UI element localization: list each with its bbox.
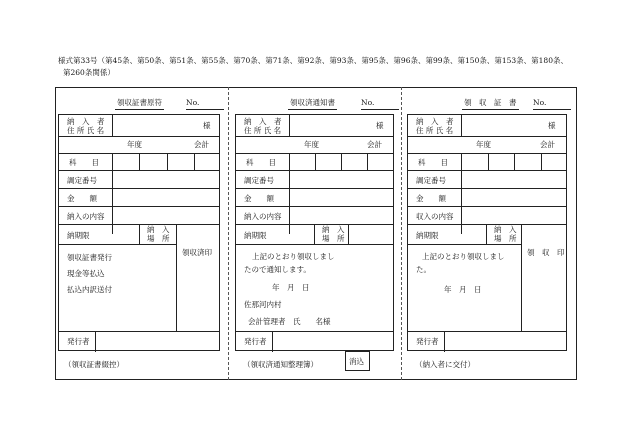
payer-label: 納 入 者 [244, 117, 282, 126]
due-date-label: 納期限 [244, 231, 267, 240]
number-label: No. [361, 97, 399, 110]
payer-address-label: 住 所 氏 名 [244, 126, 282, 135]
subject-label: 科 目 [69, 158, 99, 167]
issuer-label: 発行者 [67, 337, 90, 346]
payment-place-label: 納 入 [147, 225, 170, 234]
receipt-stamp-label: 領収済印 [182, 248, 212, 257]
payment-place-label-2: 場 所 [147, 234, 170, 243]
revenue-content-label: 収入の内容 [416, 212, 454, 221]
number-label: No. [186, 97, 224, 110]
payer-label: 納 入 者 [416, 117, 454, 126]
payment-place-label: 納 入 [322, 225, 345, 234]
body-line-3: 払込内訳送付 [67, 285, 112, 294]
form-table [235, 114, 394, 351]
form-header [58, 55, 578, 79]
header-line-1: 様式第33号（第45条、第50条、第51条、第55条、第70条、第71条、第92条、第93条、第95条、第96条、第99条、第150条、第153条、第180条、 [58, 56, 568, 65]
amount-label: 金 額 [244, 194, 274, 203]
panel-footer-note: （納入者に交付） [415, 360, 475, 369]
fiscal-year-label[interactable]: 年度 [127, 140, 142, 149]
subject-label: 科 目 [246, 158, 276, 167]
honorific-label[interactable]: 様 [376, 121, 384, 130]
payment-place-label-2: 場 所 [494, 234, 517, 243]
due-date-label: 納期限 [416, 231, 439, 240]
cleared-label: 消込 [349, 357, 364, 366]
panel-receipt [407, 87, 573, 380]
honorific-label[interactable]: 様 [548, 121, 556, 130]
account-label[interactable]: 会計 [367, 140, 382, 149]
perforation-line-1 [228, 87, 229, 380]
account-label[interactable]: 会計 [540, 140, 555, 149]
date-line: 年 月 日 [272, 283, 310, 292]
body-line-2: たので通知します。 [244, 265, 311, 274]
assessment-number-label: 調定番号 [244, 176, 274, 185]
payer-address-label: 住 所 氏 名 [416, 126, 454, 135]
cleared-box [345, 351, 370, 371]
panel-footer-note: （領収証書綴控） [64, 360, 124, 369]
amount-label: 金 額 [67, 194, 97, 203]
form-table [407, 114, 567, 351]
payment-place-label-2: 場 所 [322, 234, 345, 243]
date-line: 年 月 日 [444, 285, 482, 294]
issuer-label: 発行者 [244, 337, 267, 346]
fiscal-year-label[interactable]: 年度 [304, 140, 319, 149]
village-name: 佐那河内村 [244, 300, 282, 309]
panel-title: 領収証書原符 [115, 97, 164, 110]
panel-title: 領収済通知書 [288, 97, 337, 110]
issuer-label: 発行者 [416, 337, 439, 346]
payment-content-label: 納入の内容 [244, 212, 282, 221]
due-date-label: 納期限 [67, 231, 90, 240]
perforation-line-2 [401, 87, 402, 380]
payment-content-label: 納入の内容 [67, 212, 105, 221]
fiscal-year-label[interactable]: 年度 [476, 140, 491, 149]
panel-payment-notice [235, 87, 399, 380]
header-line-2: 第260条関係） [63, 68, 115, 77]
payer-label: 納 入 者 [67, 117, 105, 126]
panel-receipt-stub [58, 87, 224, 380]
assessment-number-label: 調定番号 [416, 176, 446, 185]
panel-title: 領 収 証 書 [462, 97, 519, 110]
assessment-number-label: 調定番号 [67, 176, 97, 185]
treasurer-line: 会計管理者 氏 名様 [248, 317, 331, 326]
body-line-1: 上記のとおり領収しまし [422, 252, 505, 261]
account-label[interactable]: 会計 [194, 140, 209, 149]
subject-label: 科 目 [418, 158, 448, 167]
number-label: No. [533, 97, 571, 110]
payment-place-label: 納 入 [494, 225, 517, 234]
honorific-label[interactable]: 様 [203, 121, 211, 130]
panel-footer-note: （領収済通知整理簿） [243, 360, 318, 369]
amount-label: 金 額 [416, 194, 446, 203]
body-line-1: 領収証書発行 [67, 253, 112, 262]
body-line-1: 上記のとおり領収しまし [252, 252, 335, 261]
payer-address-label: 住 所 氏 名 [67, 126, 105, 135]
form-table [58, 114, 220, 351]
body-line-2: た。 [416, 265, 431, 274]
body-line-2: 現金等払込 [67, 269, 105, 278]
receipt-stamp-label: 領 収 印 [527, 248, 565, 257]
